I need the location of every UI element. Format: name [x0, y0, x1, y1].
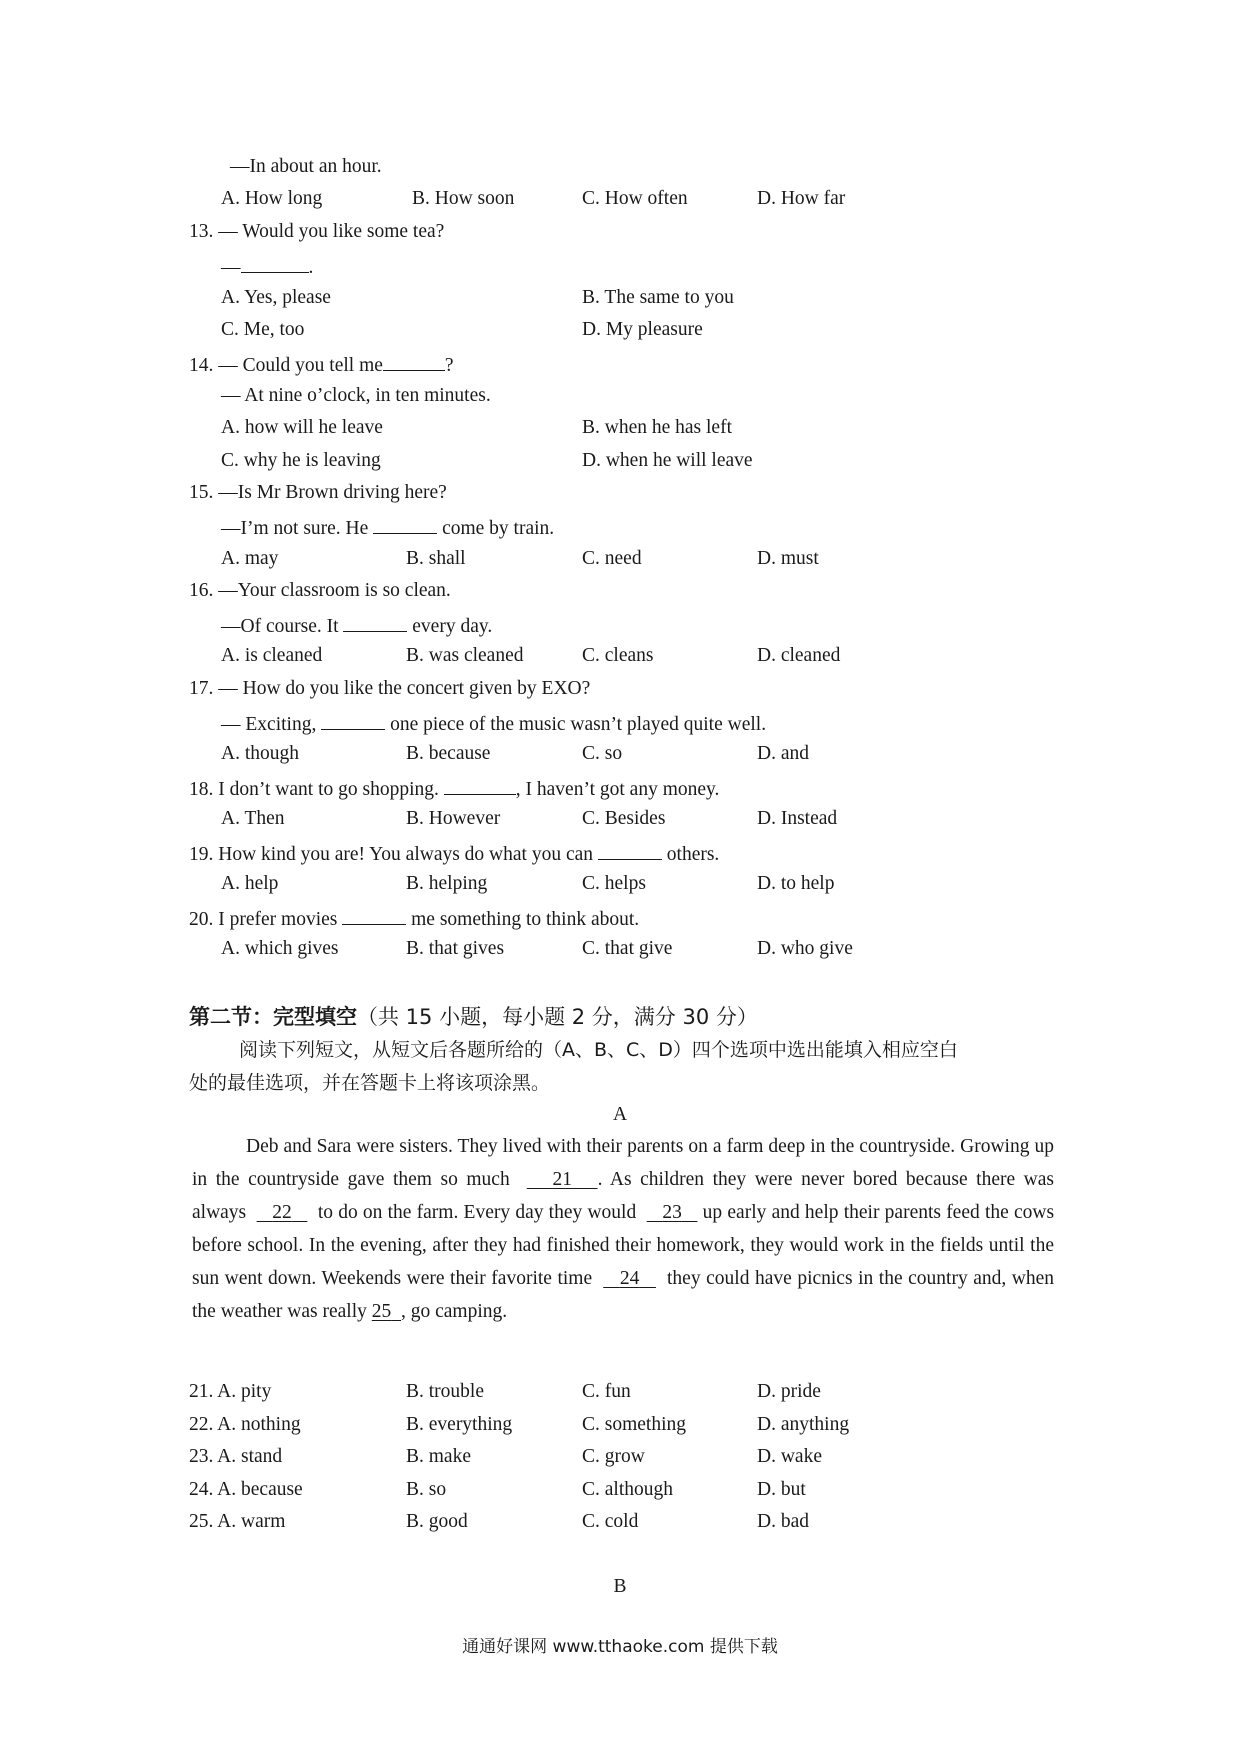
q15-option-c: C. need [582, 548, 642, 569]
q13-option-a: A. Yes, please [221, 287, 331, 308]
q12-option-a: A. How long [221, 188, 323, 209]
q13-reply: — . [221, 252, 313, 281]
q19-option-b: B. helping [406, 873, 488, 894]
q22-option-c: C. something [582, 1414, 687, 1435]
q15-option-d: D. must [757, 548, 819, 569]
q16-stem: 16. —Your classroom is so clean. [189, 580, 451, 601]
q18-option-a: A. Then [221, 808, 285, 829]
q15-blank [373, 513, 437, 534]
q24-option-b: B. so [406, 1479, 447, 1500]
q25-option-b: B. good [406, 1511, 468, 1532]
q19-blank [598, 839, 662, 860]
q18-blank [444, 774, 516, 795]
q20-option-a: A. which gives [221, 938, 339, 959]
q14-stem: 14. — Could you tell me ? [189, 350, 454, 379]
q18-option-d: D. Instead [757, 808, 838, 829]
passage-a-label: A [612, 1104, 628, 1125]
passage-b-label: B [613, 1576, 627, 1597]
q22-option-a: 22. A. nothing [189, 1414, 301, 1435]
q19-option-a: A. help [221, 873, 279, 894]
cloze-blank-25: 25 [371, 1301, 392, 1322]
q19-option-d: D. to help [757, 873, 835, 894]
q16-option-c: C. cleans [582, 645, 654, 666]
q17-option-d: D. and [757, 743, 809, 764]
q17-option-a: A. though [221, 743, 299, 764]
q16-option-b: B. was cleaned [406, 645, 524, 666]
q20-stem: 20. I prefer movies me something to think about. [189, 904, 639, 933]
q21-option-d: D. pride [757, 1381, 821, 1402]
q24-option-c: C. although [582, 1479, 673, 1500]
q12-option-d: D. How far [757, 188, 846, 209]
q24-option-d: D. but [757, 1479, 806, 1500]
q13-stem: 13. — Would you like some tea? [189, 221, 445, 242]
q18-option-b: B. However [406, 808, 501, 829]
q16-option-d: D. cleaned [757, 645, 841, 666]
q12-option-c: C. How often [582, 188, 688, 209]
q22-option-b: B. everything [406, 1414, 513, 1435]
passage-a-text: Deb and Sara were sisters. They lived with their parents on a farm deep in the countryside. Growing up in the countryside gave them so much 21 . As children they were never bored because there was always 22 to do on the farm. Every day they would 23 up early and help their parents feed the cows before school. In the evening, after they had finished their homework, they would work in the fields until the sun went down. Weekends were their favorite time 24 they could have picnics in the country and, when the weather was really 25 , go camping. [192, 1136, 1055, 1322]
q12-answer: —In about an hour. [230, 156, 382, 177]
q14-option-b: B. when he has left [582, 417, 733, 438]
q12-option-b: B. How soon [412, 188, 515, 209]
q18-option-c: C. Besides [582, 808, 666, 829]
q23-option-c: C. grow [582, 1446, 645, 1467]
q21-option-c: C. fun [582, 1381, 631, 1402]
q14-option-c: C. why he is leaving [221, 450, 381, 471]
q17-stem: 17. — How do you like the concert given by EXO? [189, 678, 591, 699]
q20-option-c: C. that give [582, 938, 673, 959]
q23-option-b: B. make [406, 1446, 471, 1467]
q15-option-b: B. shall [406, 548, 466, 569]
q25-option-c: C. cold [582, 1511, 639, 1532]
q16-option-a: A. is cleaned [221, 645, 323, 666]
q13-option-b: B. The same to you [582, 287, 734, 308]
q14-blank [383, 350, 445, 371]
q20-option-d: D. who give [757, 938, 853, 959]
q20-blank [342, 904, 406, 925]
cloze-blank-21: 21 [552, 1169, 572, 1190]
cloze-blank-23: 23 [662, 1202, 682, 1223]
q15-option-a: A. may [221, 548, 279, 569]
q21-option-b: B. trouble [406, 1381, 484, 1402]
q18-stem: 18. I don’t want to go shopping. , I haven’t got any money. [189, 774, 719, 803]
q13-option-d: D. My pleasure [582, 319, 703, 340]
section-2-instruction-line-1: 阅读下列短文，从短文后各题所给的（A、B、C、D）四个选项中选出能填入相应空白 [239, 1039, 958, 1061]
q25-option-a: 25. A. warm [189, 1511, 286, 1532]
q17-option-c: C. so [582, 743, 623, 764]
q20-option-b: B. that gives [406, 938, 505, 959]
q23-option-a: 23. A. stand [189, 1446, 283, 1467]
section-2-title: 第二节：完型填空（共 15 小题，每小题 2 分，满分 30 分） [189, 1005, 758, 1029]
q13-option-c: C. Me, too [221, 319, 305, 340]
section-2-instruction-line-2: 处的最佳选项，并在答题卡上将该项涂黑。 [189, 1072, 551, 1094]
q14-option-d: D. when he will leave [582, 450, 753, 471]
q19-stem: 19. How kind you are! You always do what you can others. [189, 839, 719, 868]
q17-reply: — Exciting, one piece of the music wasn’t played quite well. [221, 709, 766, 738]
q19-option-c: C. helps [582, 873, 646, 894]
q15-stem: 15. —Is Mr Brown driving here? [189, 482, 447, 503]
q13-blank [241, 252, 309, 273]
q14-answer: — At nine o’clock, in ten minutes. [221, 385, 491, 406]
q25-option-d: D. bad [757, 1511, 809, 1532]
q21-option-a: 21. A. pity [189, 1381, 272, 1402]
cloze-blank-22: 22 [272, 1202, 292, 1223]
q15-reply: —I’m not sure. He come by train. [221, 513, 554, 542]
page-footer: 通通好课网 www.tthaoke.com 提供下载 [462, 1637, 778, 1657]
q23-option-d: D. wake [757, 1446, 822, 1467]
cloze-blank-24: 24 [619, 1268, 640, 1289]
q16-reply: —Of course. It every day. [221, 611, 492, 640]
q14-option-a: A. how will he leave [221, 417, 383, 438]
q24-option-a: 24. A. because [189, 1479, 303, 1500]
q22-option-d: D. anything [757, 1414, 850, 1435]
q17-option-b: B. because [406, 743, 491, 764]
q17-blank [321, 709, 385, 730]
q16-blank [343, 611, 407, 632]
